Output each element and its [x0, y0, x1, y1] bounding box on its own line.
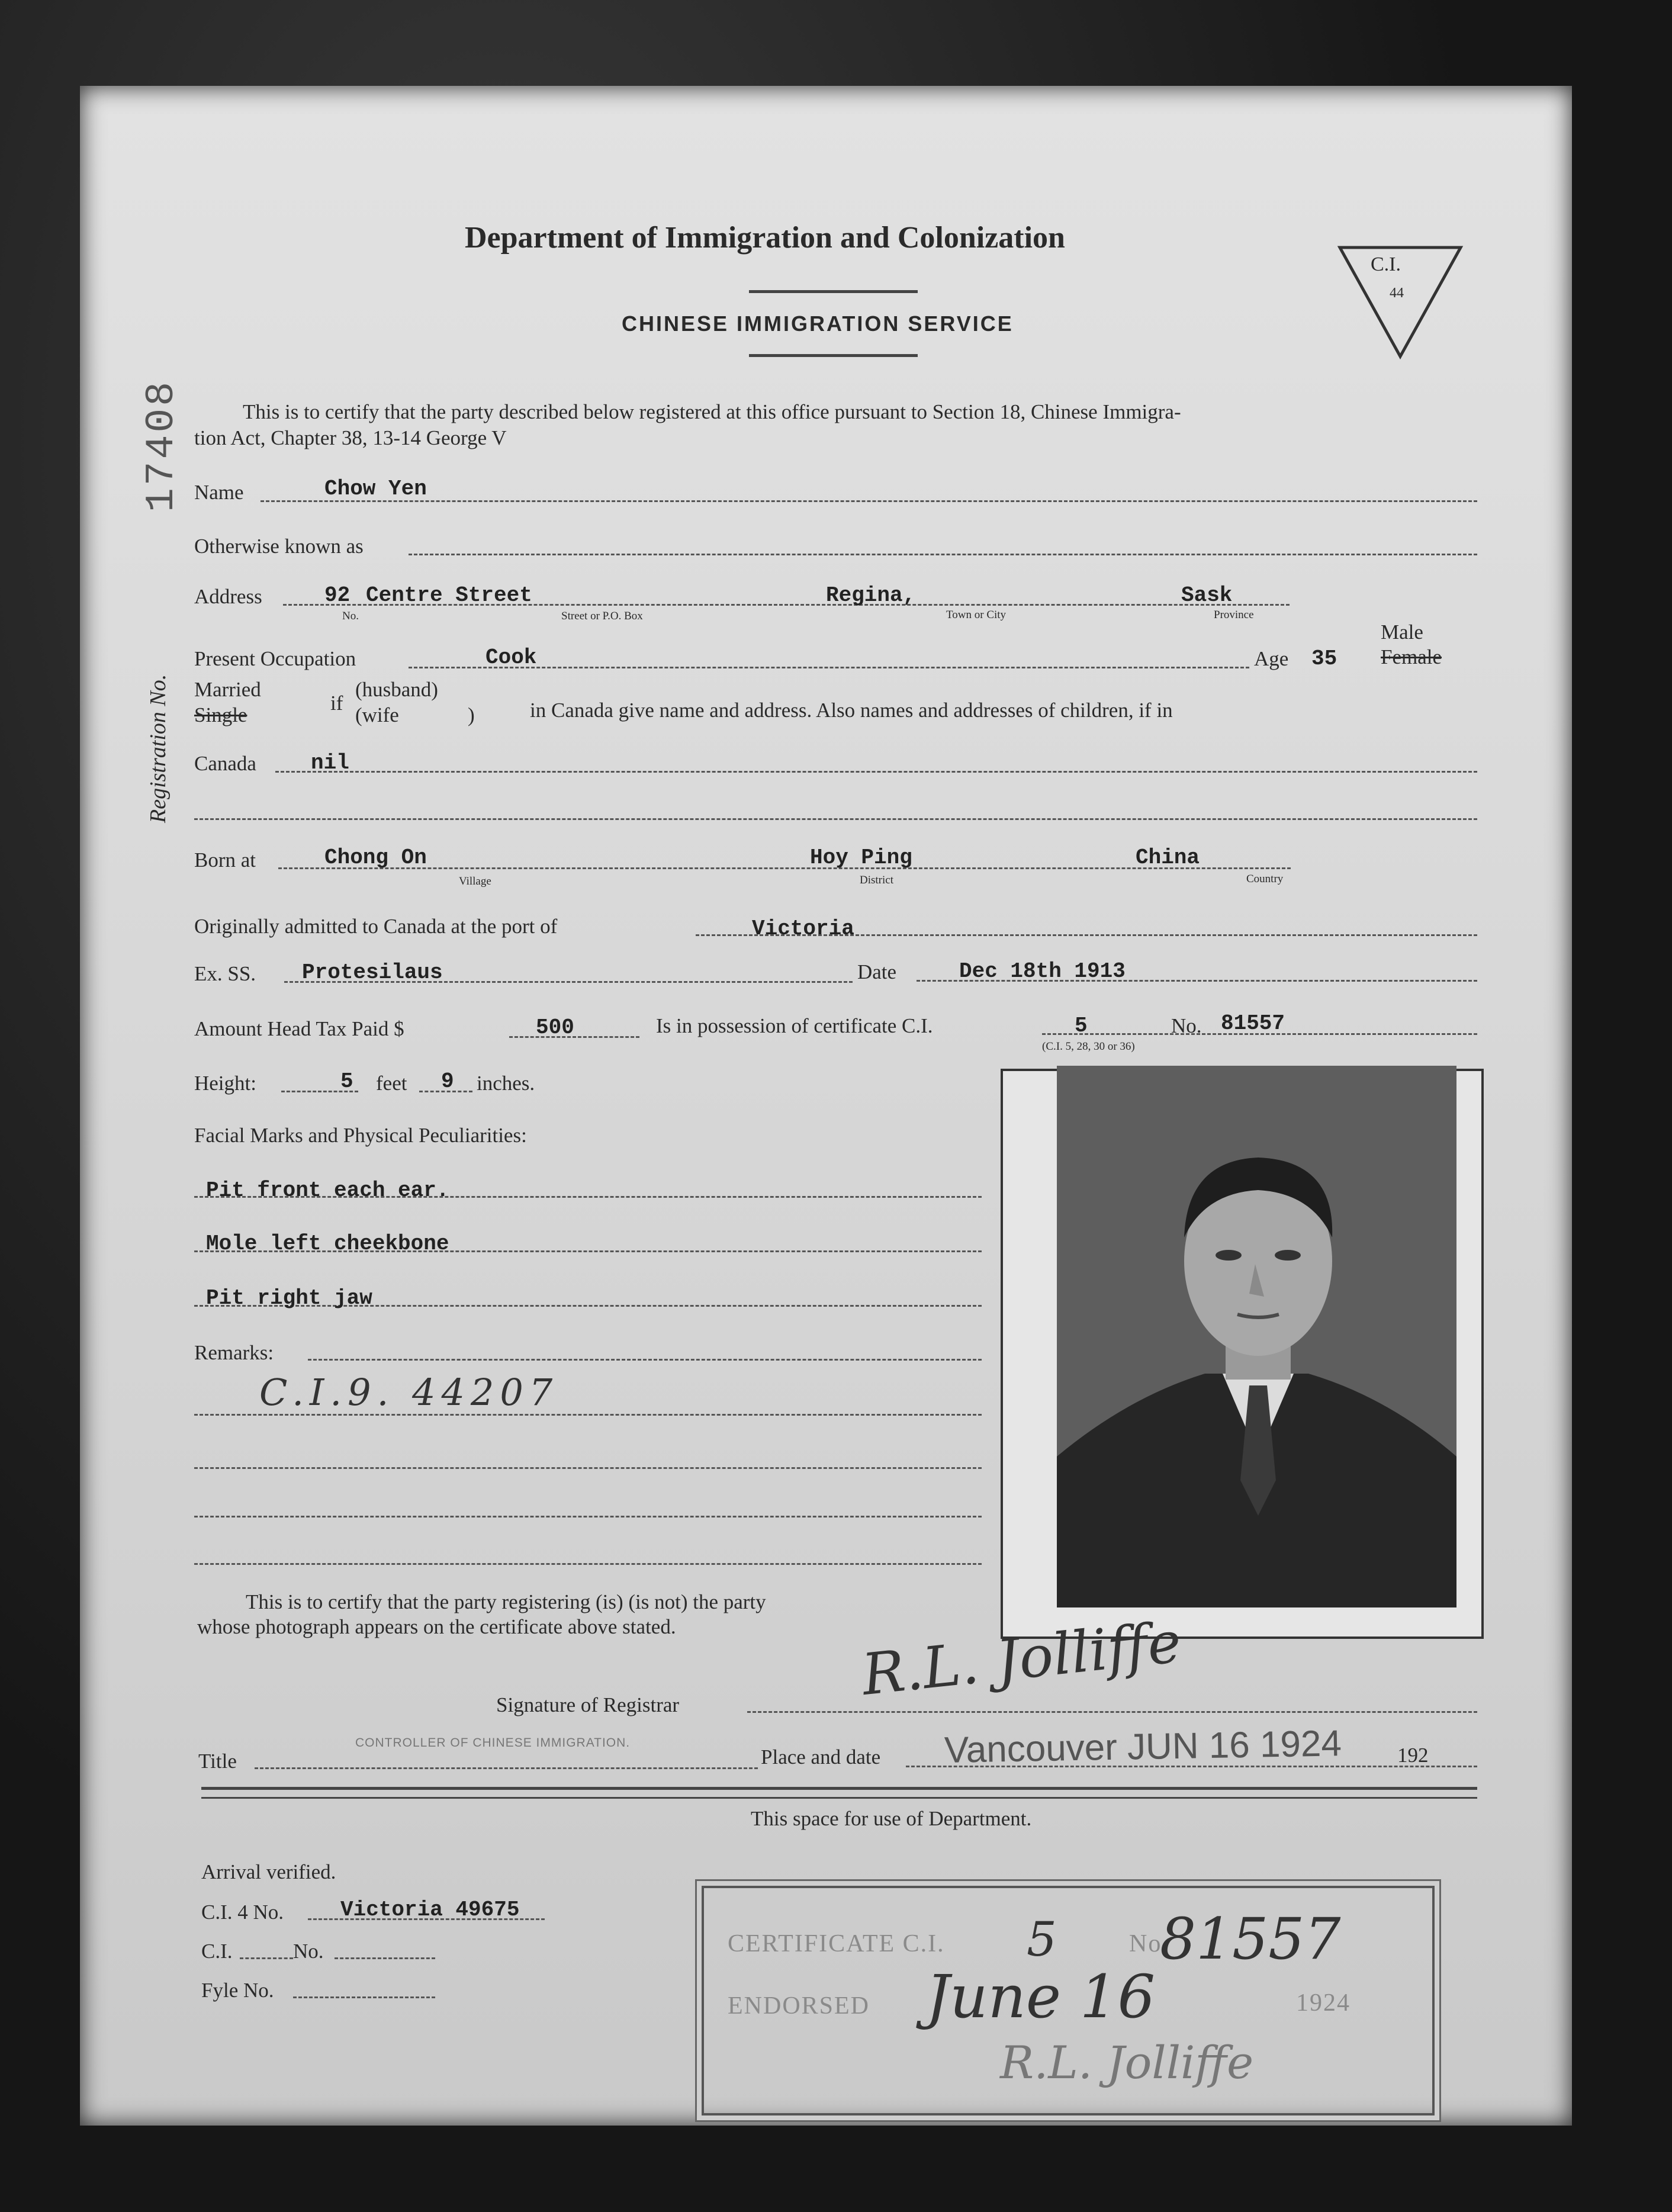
sex-female: Female [1381, 645, 1442, 668]
place-label: Place and date [761, 1745, 881, 1769]
place-date-stamp: Vancouver JUN 16 1924 [944, 1723, 1342, 1771]
department-title: Department of Immigration and Colonization [465, 221, 1065, 255]
remarks-label: Remarks: [194, 1341, 274, 1364]
stamp-year: 1924 [1296, 1989, 1351, 2017]
port-value: Victoria [752, 917, 854, 941]
arrival-verified: Arrival verified. [201, 1860, 336, 1883]
otherwise-line [409, 554, 1477, 555]
fyle-label: Fyle No. [201, 1979, 274, 2002]
portrait-icon [1057, 1066, 1456, 1607]
height-inches: 9 [441, 1069, 454, 1094]
name-label: Name [194, 481, 244, 504]
remarks-line-4 [194, 1563, 982, 1565]
no-line [335, 1957, 435, 1959]
title-label: Title [198, 1750, 237, 1773]
family-instructions: in Canada give name and address. Also names and addresses of children, if in [530, 699, 1173, 722]
title-value: CONTROLLER OF CHINESE IMMIGRATION. [355, 1736, 631, 1750]
age-label: Age [1254, 647, 1289, 670]
ss-label: Ex. SS. [194, 962, 256, 985]
married-label: Married [194, 678, 261, 701]
mark2-value: Mole left cheekbone [206, 1232, 449, 1256]
caption-city: Town or City [946, 609, 1007, 621]
name-value: Chow Yen [324, 477, 427, 501]
born-district: Hoy Ping [810, 845, 912, 870]
stamp-certificate-ci: 5 [1027, 1912, 1057, 1967]
fyle-line [293, 1996, 435, 1998]
signature-label: Signature of Registrar [496, 1693, 680, 1716]
port-label: Originally admitted to Canada at the port of [194, 915, 558, 938]
cert-no-label: No. [1171, 1014, 1202, 1037]
occupation-value: Cook [485, 645, 537, 670]
service-title: CHINESE IMMIGRATION SERVICE [622, 311, 1014, 336]
registration-label: Registration No. [146, 674, 171, 823]
canada-line [275, 771, 1477, 773]
registration-number: 17408 [139, 379, 185, 512]
if-label: if [330, 692, 343, 715]
address-province: Sask [1181, 583, 1233, 607]
registrar-signature: R.L. Jolliffe [858, 1609, 1185, 1708]
address-city: Regina, [826, 583, 916, 607]
mark3-value: Pit right jaw [206, 1286, 372, 1310]
header-rule-top [749, 290, 918, 293]
stamp-signature: R.L. Jolliffe [1000, 2036, 1254, 2089]
height-label: Height: [194, 1072, 256, 1095]
ci4-value: Victoria 49675 [340, 1898, 520, 1922]
caption-street: Street or P.O. Box [561, 610, 643, 622]
form-code-badge [1335, 243, 1465, 361]
tax-value: 500 [536, 1015, 574, 1040]
cert-no-value: 81557 [1221, 1011, 1285, 1036]
occupation-label: Present Occupation [194, 647, 356, 670]
canada-line-2 [194, 818, 1477, 820]
caption-village: Village [459, 875, 491, 888]
title-line [255, 1767, 758, 1769]
caption-no: No. [342, 610, 359, 622]
address-number: 92 [324, 583, 351, 607]
name-line [261, 500, 1477, 502]
address-label: Address [194, 585, 262, 608]
form-code-top: C.I. [1371, 253, 1401, 275]
section-divider-2 [201, 1797, 1477, 1799]
header-rule-bottom [749, 354, 918, 357]
stamp-endorsed-label: ENDORSED [728, 1992, 870, 2020]
department-use-heading: This space for use of Department. [751, 1807, 1032, 1830]
tax-label: Amount Head Tax Paid $ [194, 1017, 404, 1040]
stamp-certificate-label: CERTIFICATE C.I. [728, 1930, 945, 1957]
paren-close: ) [468, 703, 475, 726]
section-divider-1 [201, 1787, 1477, 1790]
remarks-line-2 [194, 1467, 982, 1469]
year-suffix: 192 [1397, 1744, 1429, 1767]
certify-line-1: This is to certify that the party registering (is) (is not) the party [246, 1590, 766, 1613]
canada-value: nil [311, 751, 349, 775]
otherwise-label: Otherwise known as [194, 535, 364, 558]
born-village: Chong On [324, 845, 427, 870]
stamp-certificate-no: 81557 [1160, 1906, 1341, 1972]
remarks-line-3 [194, 1516, 982, 1517]
feet-label: feet [376, 1072, 407, 1095]
canada-label: Canada [194, 752, 256, 775]
mark1-value: Pit front each ear. [206, 1178, 449, 1203]
stamp-endorsed-value: June 16 [926, 1962, 1156, 2031]
marks-label: Facial Marks and Physical Peculiarities: [194, 1124, 527, 1147]
intro-line-1: This is to certify that the party described below registered at this office pursuant to Section 18, Chinese Immigra- [243, 400, 1181, 423]
no-label: No. [293, 1940, 324, 1963]
inches-label: inches. [477, 1072, 535, 1095]
cert-label: Is in possession of certificate C.I. [656, 1014, 933, 1037]
caption-district: District [860, 874, 893, 886]
single-label: Single [194, 703, 247, 726]
intro-line-2: tion Act, Chapter 38, 13-14 George V [194, 426, 507, 449]
ci-line [240, 1957, 293, 1959]
husband-label: (husband) [355, 678, 438, 701]
remarks-line-1 [194, 1414, 982, 1416]
ci-label: C.I. [201, 1940, 233, 1963]
date-value: Dec 18th 1913 [959, 959, 1126, 983]
caption-province: Province [1214, 609, 1254, 621]
height-feet: 5 [340, 1069, 353, 1094]
caption-country: Country [1246, 873, 1284, 885]
stamp-no-label: No. [1129, 1930, 1169, 1957]
wife-label: (wife [355, 703, 399, 726]
cert-caption: (C.I. 5, 28, 30 or 36) [1042, 1040, 1135, 1053]
ci4-label: C.I. 4 No. [201, 1901, 284, 1924]
form-code-number: 44 [1390, 285, 1404, 301]
date-label: Date [857, 960, 897, 983]
endorsement-stamp [702, 1886, 1435, 2115]
sex-male: Male [1381, 620, 1423, 644]
remarks-value: C.I.9. 44207 [259, 1371, 559, 1414]
registrant-photo [1057, 1066, 1456, 1607]
born-country: China [1136, 845, 1200, 870]
address-street: Centre Street [366, 583, 532, 607]
cert-ci-value: 5 [1075, 1014, 1088, 1038]
tax-line [509, 1036, 639, 1038]
certify-line-2: whose photograph appears on the certificate above stated. [197, 1615, 676, 1638]
ss-value: Protesilaus [302, 960, 443, 985]
remarks-line-0 [308, 1359, 982, 1361]
signature-line [747, 1711, 1477, 1713]
born-label: Born at [194, 848, 256, 872]
age-value: 35 [1311, 647, 1337, 671]
